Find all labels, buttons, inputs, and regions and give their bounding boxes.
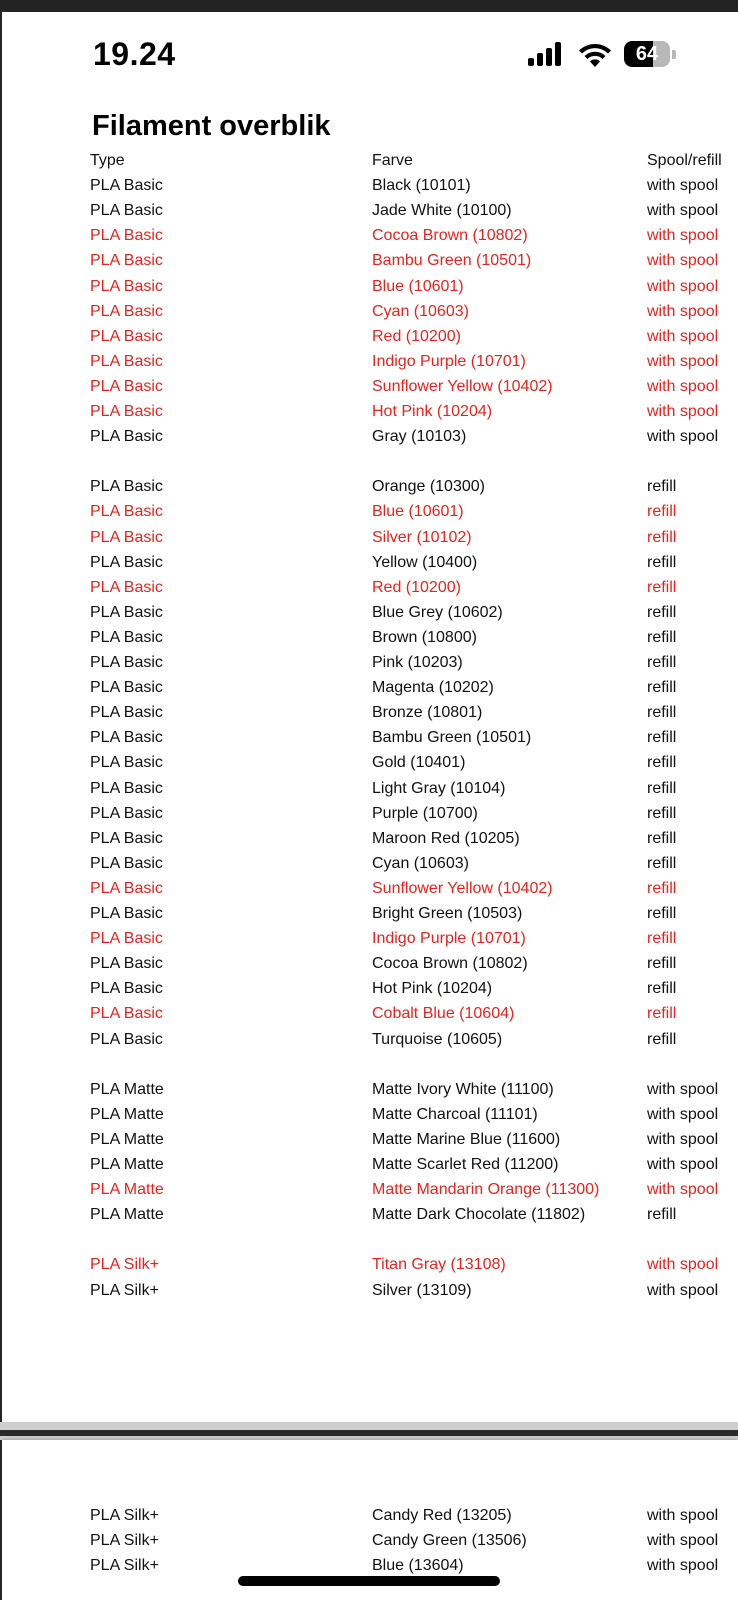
table-row: [0, 1152, 738, 1177]
cell-type: PLA Basic: [90, 278, 163, 295]
table-row: [0, 826, 738, 851]
cell-spool: refill: [647, 654, 677, 671]
table-row: [0, 1252, 738, 1277]
cell-color: Matte Ivory White (11100): [372, 1081, 554, 1098]
cell-type: PLA Basic: [90, 629, 163, 646]
cell-spool: with spool: [647, 1106, 719, 1123]
cell-type: PLA Basic: [90, 202, 163, 219]
cell-color: Blue (13604): [372, 1557, 464, 1574]
cell-spool: refill: [647, 1206, 677, 1223]
cell-color: Hot Pink (10204): [372, 980, 493, 997]
cell-spool: refill: [647, 704, 677, 721]
table-row: [0, 223, 738, 248]
table-row: [0, 625, 738, 650]
cell-spool: refill: [647, 579, 677, 596]
cell-color: Candy Green (13506): [372, 1532, 527, 1549]
table-row: [0, 499, 738, 524]
table-row: [0, 1202, 738, 1227]
cell-type: PLA Basic: [90, 880, 163, 897]
table-row: [0, 926, 738, 951]
cell-spool: with spool: [647, 1532, 719, 1549]
cell-color: Maroon Red (10205): [372, 830, 520, 847]
cell-spool: with spool: [647, 1256, 719, 1273]
cell-type: PLA Basic: [90, 328, 163, 345]
cell-color: Gold (10401): [372, 754, 466, 771]
battery-nub: [672, 50, 676, 59]
table-row: [0, 1278, 738, 1303]
page-separator: [0, 1430, 738, 1436]
cell-color: Light Gray (10104): [372, 780, 506, 797]
home-indicator[interactable]: [238, 1576, 500, 1586]
table-row: [0, 851, 738, 876]
cell-color: Cyan (10603): [372, 855, 469, 872]
cell-spool: refill: [647, 855, 677, 872]
table-row: [0, 1127, 738, 1152]
table-row: [0, 173, 738, 198]
cell-spool: with spool: [647, 1156, 719, 1173]
cell-type: PLA Basic: [90, 754, 163, 771]
cell-spool: refill: [647, 880, 677, 897]
cell-color: Sunflower Yellow (10402): [372, 880, 553, 897]
cell-spool: with spool: [647, 1507, 719, 1524]
cell-color: Cocoa Brown (10802): [372, 227, 528, 244]
cell-color: Matte Scarlet Red (11200): [372, 1156, 559, 1173]
cell-spool: refill: [647, 604, 677, 621]
cell-color: Hot Pink (10204): [372, 403, 493, 420]
wifi-icon: [578, 42, 612, 68]
cell-color: Blue (10601): [372, 278, 464, 295]
cell-color: Gray (10103): [372, 428, 467, 445]
cell-color: Cobalt Blue (10604): [372, 1005, 515, 1022]
cell-color: Brown (10800): [372, 629, 477, 646]
cell-spool: refill: [647, 980, 677, 997]
cell-color: Turquoise (10605): [372, 1031, 503, 1048]
cell-spool: with spool: [647, 202, 719, 219]
cell-color: Cocoa Brown (10802): [372, 955, 528, 972]
cell-spool: with spool: [647, 1282, 719, 1299]
table-row: [0, 1001, 738, 1026]
header-spool: Spool/refill: [647, 152, 722, 169]
table-row: [0, 650, 738, 675]
cell-color: Bambu Green (10501): [372, 252, 532, 269]
table-row: [0, 1503, 738, 1528]
cell-type: PLA Silk+: [90, 1282, 159, 1299]
cell-spool: refill: [647, 930, 677, 947]
cell-type: PLA Silk+: [90, 1256, 159, 1273]
cell-type: PLA Basic: [90, 1031, 163, 1048]
table-row: [0, 299, 738, 324]
cell-color: Silver (13109): [372, 1282, 472, 1299]
header-color: Farve: [372, 152, 413, 169]
cell-color: Magenta (10202): [372, 679, 494, 696]
cellular-signal-icon: [528, 42, 568, 66]
table-row: [0, 951, 738, 976]
table-row: [0, 876, 738, 901]
cell-spool: refill: [647, 679, 677, 696]
table-row: [0, 976, 738, 1001]
cell-color: Sunflower Yellow (10402): [372, 378, 553, 395]
cell-color: Matte Mandarin Orange (11300): [372, 1181, 600, 1198]
table-row: [0, 374, 738, 399]
cell-color: Purple (10700): [372, 805, 478, 822]
table-row: [0, 1027, 738, 1052]
cell-type: PLA Basic: [90, 403, 163, 420]
cell-spool: refill: [647, 780, 677, 797]
cell-type: PLA Basic: [90, 729, 163, 746]
cell-spool: with spool: [647, 1181, 719, 1198]
table-row: [0, 575, 738, 600]
cell-type: PLA Matte: [90, 1131, 164, 1148]
cell-color: Bright Green (10503): [372, 905, 523, 922]
cell-spool: with spool: [647, 227, 719, 244]
table-row: [0, 1077, 738, 1102]
table-row: [0, 474, 738, 499]
cell-spool: refill: [647, 805, 677, 822]
cell-spool: refill: [647, 729, 677, 746]
cell-type: PLA Basic: [90, 554, 163, 571]
cell-spool: with spool: [647, 378, 719, 395]
cell-color: Cyan (10603): [372, 303, 469, 320]
cell-color: Orange (10300): [372, 478, 485, 495]
table-row: [0, 801, 738, 826]
cell-spool: with spool: [647, 1081, 719, 1098]
cell-color: Silver (10102): [372, 529, 472, 546]
cell-spool: refill: [647, 529, 677, 546]
cell-spool: refill: [647, 478, 677, 495]
table-row: [0, 901, 738, 926]
cell-spool: refill: [647, 554, 677, 571]
cell-type: PLA Basic: [90, 855, 163, 872]
table-row: [0, 1528, 738, 1553]
cell-color: Indigo Purple (10701): [372, 930, 526, 947]
cell-type: PLA Basic: [90, 654, 163, 671]
cell-type: PLA Basic: [90, 478, 163, 495]
cell-type: PLA Basic: [90, 1005, 163, 1022]
table-row: [0, 1177, 738, 1202]
cell-spool: refill: [647, 830, 677, 847]
cell-color: Bambu Green (10501): [372, 729, 532, 746]
cell-type: PLA Silk+: [90, 1557, 159, 1574]
table-row: [0, 349, 738, 374]
cell-spool: with spool: [647, 1557, 719, 1574]
table-row: [0, 525, 738, 550]
cell-spool: refill: [647, 905, 677, 922]
cell-type: PLA Basic: [90, 227, 163, 244]
cell-spool: refill: [647, 503, 677, 520]
cell-color: Jade White (10100): [372, 202, 512, 219]
table-row: [0, 600, 738, 625]
cell-type: PLA Matte: [90, 1206, 164, 1223]
cell-spool: with spool: [647, 328, 719, 345]
cell-color: Blue Grey (10602): [372, 604, 503, 621]
cell-color: Matte Dark Chocolate (11802): [372, 1206, 586, 1223]
cell-spool: with spool: [647, 428, 719, 445]
cell-color: Indigo Purple (10701): [372, 353, 526, 370]
battery-icon: [624, 41, 670, 67]
cell-type: PLA Matte: [90, 1081, 164, 1098]
cell-type: PLA Basic: [90, 303, 163, 320]
cell-spool: with spool: [647, 1131, 719, 1148]
cell-color: Pink (10203): [372, 654, 463, 671]
cell-spool: with spool: [647, 278, 719, 295]
table-row: [0, 675, 738, 700]
table-row: [0, 1553, 738, 1578]
table-row: [0, 424, 738, 449]
cell-spool: refill: [647, 955, 677, 972]
cell-type: PLA Basic: [90, 579, 163, 596]
table-row: [0, 700, 738, 725]
battery-percentage: 64: [635, 43, 659, 65]
cell-color: Red (10200): [372, 579, 461, 596]
cell-type: PLA Basic: [90, 704, 163, 721]
cell-spool: with spool: [647, 303, 719, 320]
table-row: [0, 750, 738, 775]
cell-type: PLA Matte: [90, 1156, 164, 1173]
table-row: [0, 399, 738, 424]
table-row: [0, 324, 738, 349]
cell-type: PLA Basic: [90, 980, 163, 997]
cell-type: PLA Silk+: [90, 1532, 159, 1549]
cell-type: PLA Basic: [90, 252, 163, 269]
cell-type: PLA Basic: [90, 805, 163, 822]
cell-type: PLA Basic: [90, 353, 163, 370]
cell-color: Blue (10601): [372, 503, 464, 520]
cell-spool: with spool: [647, 353, 719, 370]
cell-type: PLA Basic: [90, 679, 163, 696]
cell-color: Matte Marine Blue (11600): [372, 1131, 561, 1148]
cell-color: Titan Gray (13108): [372, 1256, 506, 1273]
cell-type: PLA Silk+: [90, 1507, 159, 1524]
cell-spool: refill: [647, 1005, 677, 1022]
cell-type: PLA Basic: [90, 830, 163, 847]
cell-spool: refill: [647, 1031, 677, 1048]
cell-spool: with spool: [647, 403, 719, 420]
document-title: Filament overblik: [92, 110, 331, 142]
cell-spool: refill: [647, 629, 677, 646]
table-row: [0, 274, 738, 299]
cell-type: PLA Matte: [90, 1106, 164, 1123]
cell-color: Red (10200): [372, 328, 461, 345]
status-time: 19.24: [93, 36, 176, 72]
cell-color: Yellow (10400): [372, 554, 478, 571]
cell-type: PLA Basic: [90, 930, 163, 947]
cell-type: PLA Basic: [90, 428, 163, 445]
table-row: [0, 776, 738, 801]
cell-spool: refill: [647, 754, 677, 771]
table-row: [0, 550, 738, 575]
table-row: [0, 198, 738, 223]
table-row: [0, 248, 738, 273]
cell-type: PLA Basic: [90, 905, 163, 922]
cell-type: PLA Basic: [90, 955, 163, 972]
cell-color: Candy Red (13205): [372, 1507, 512, 1524]
cell-type: PLA Basic: [90, 604, 163, 621]
cell-type: PLA Basic: [90, 503, 163, 520]
cell-type: PLA Basic: [90, 378, 163, 395]
cell-color: Bronze (10801): [372, 704, 483, 721]
table-row: [0, 725, 738, 750]
cell-type: PLA Basic: [90, 780, 163, 797]
table-row: [0, 1102, 738, 1127]
viewer-top-bar: [0, 0, 738, 10]
cell-color: Black (10101): [372, 177, 471, 194]
cell-type: PLA Matte: [90, 1181, 164, 1198]
cell-type: PLA Basic: [90, 529, 163, 546]
header-type: Type: [90, 152, 125, 169]
cell-type: PLA Basic: [90, 177, 163, 194]
cell-spool: with spool: [647, 252, 719, 269]
cell-spool: with spool: [647, 177, 719, 194]
table-header: [0, 148, 738, 173]
cell-color: Matte Charcoal (11101): [372, 1106, 538, 1123]
